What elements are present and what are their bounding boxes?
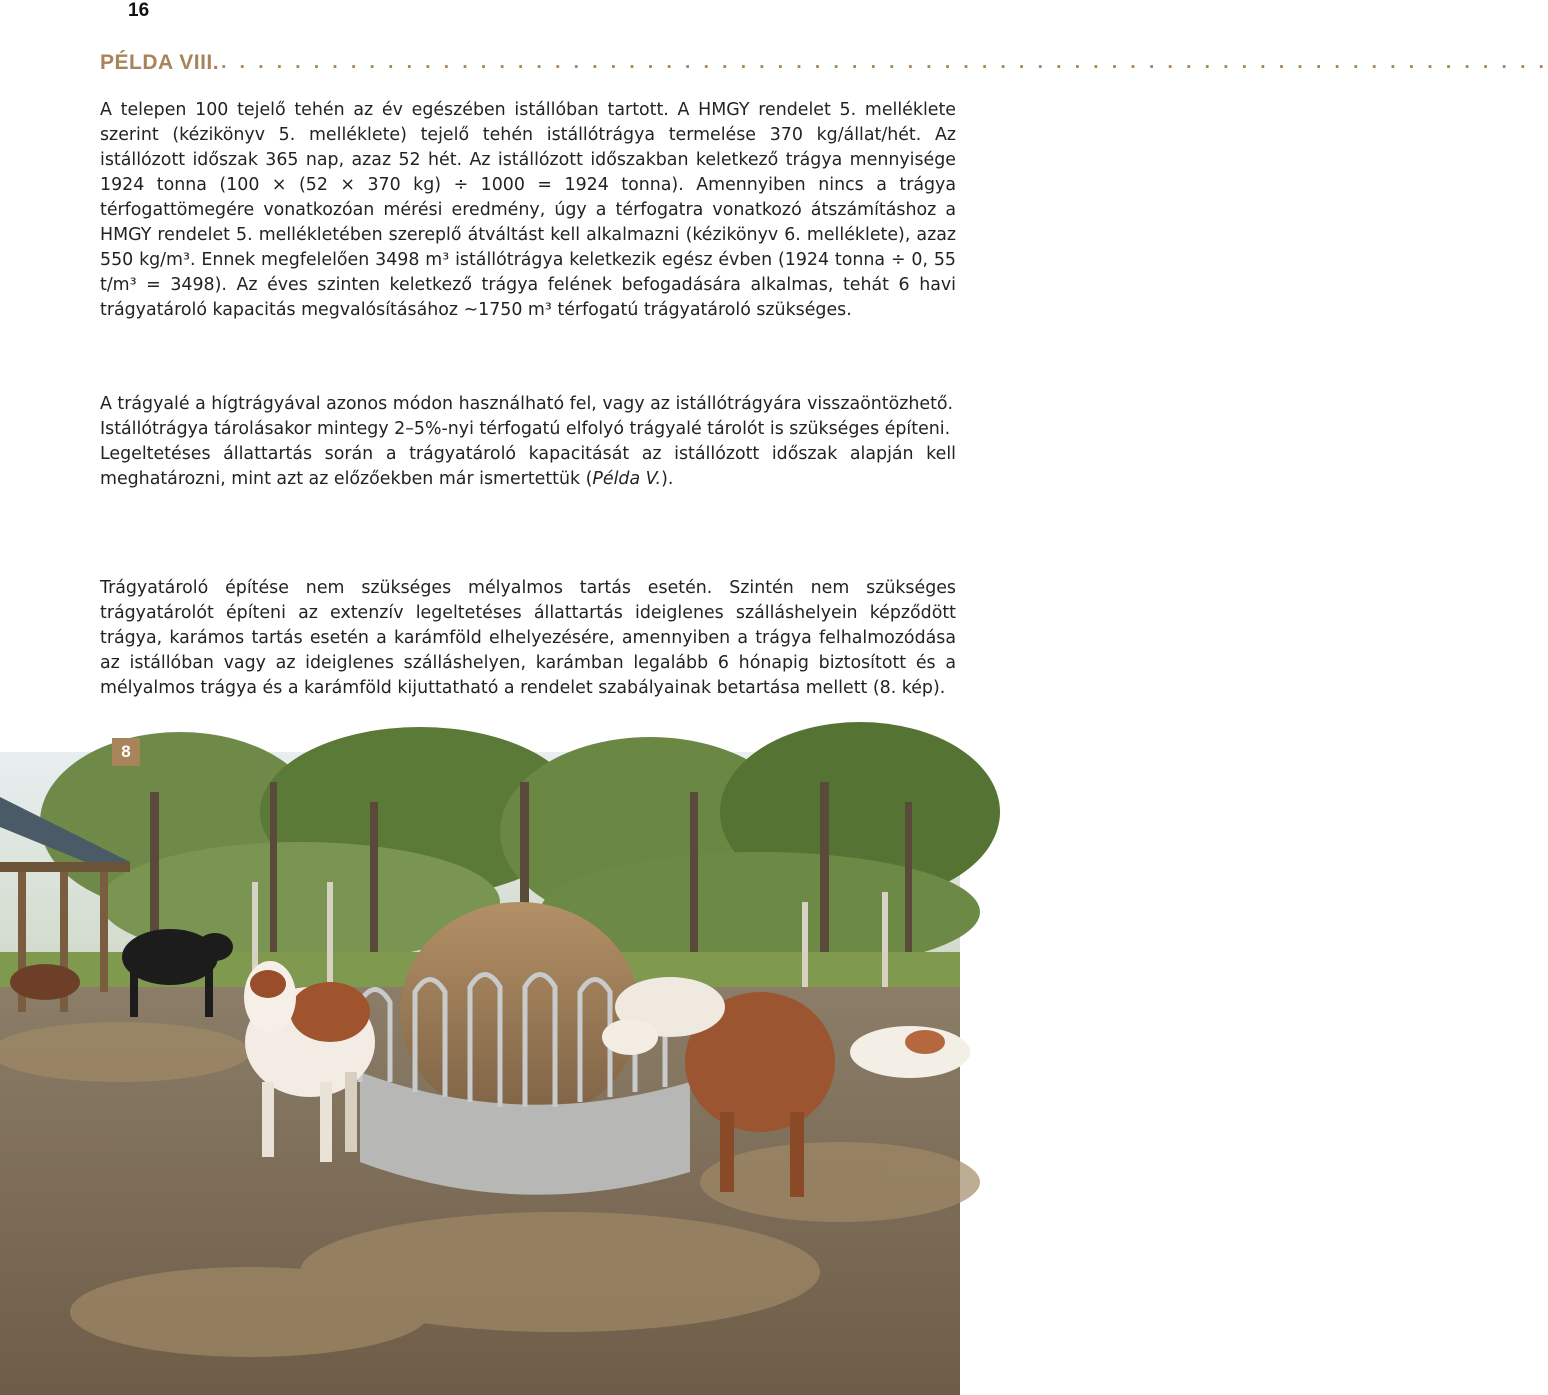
hay-bale xyxy=(400,902,640,1122)
liquid-manure-paragraph xyxy=(100,392,956,492)
paragraph-line xyxy=(100,442,956,492)
section-heading xyxy=(100,48,1548,78)
storage-exemption-paragraph xyxy=(100,576,956,701)
paragraph-text: A telepen 100 tejelő tehén az év egészében istállóban tartott. A HMGY rendelet 5. melléklete szerint (kézikönyv 5. melléklete) tejelő tehén istállótrágya termelése 370 kg/állat/hét. Az istállózott időszak 365 nap, azaz 52 hét. Az istállózott időszakban keletkező trágya mennyisége 1924 tonna (100 × (52 × 370 kg) ÷ 1000 = 1924 tonna). Amennyiben nincs a trágya térfogattömegére vonatkozóan mérési eredmény, úgy a térfogatra vonatkozó átszámításhoz a HMGY rendelet 5. mellékletében szereplő átváltást kell alkalmazni (kézikönyv 6. melléklete), azaz 550 kg/m³. Ennek megfelelően 3498 m³ istállótrágya keletkezik egész évben (1924 tonna ÷ 0, 55 t/m³ = 3498). Az éves szinten keletkező trágya felének befogadására alkalmas, tehát 6 havi trágyatároló kapacitás megvalósításához ~1750 m³ térfogatú trágyatároló szükséges. xyxy=(100,100,956,320)
example-calculation-paragraph xyxy=(100,98,956,323)
paragraph-text: Trágyatároló építése nem szükséges mélyalmos tartás esetén. Szintén nem szükséges trágyatárolót építeni az extenzív legeltetéses állattartás ideiglenes szálláshelyein képződött trágya, karámos tartás esetén a karámföld elhelyezésére, amennyiben a trágya felhalmozódása az istállóban vagy az ideiglenes szálláshelyen, karámban legalább 6 hónapig biztosított és a mélyalmos trágya és a karámföld kijuttatható a rendelet szabályainak betartása mellett (8. kép). xyxy=(100,578,956,698)
page-number: 16 xyxy=(128,0,150,21)
lying-cow-left xyxy=(10,964,80,1000)
lying-cow-right xyxy=(850,1026,970,1078)
heading-dot-leader: . . . . . . . . . . . . . . . . . . . . . . . . . . . . . . . . . . . . . . . . . . . . . . . . . . . . . . . . . . . . . . . . . . . . . . . . xyxy=(221,52,1548,73)
text-span: ). xyxy=(661,469,674,489)
photo-illustration xyxy=(0,752,960,1395)
paragraph-line: A trágyalé a hígtrágyával azonos módon használható fel, vagy az istállótrágyára visszaöntözhető. xyxy=(100,394,954,414)
cattle-feeding-photo xyxy=(0,752,960,1395)
italic-reference: Példa V. xyxy=(592,469,662,489)
heading-title: PÉLDA VIII. xyxy=(100,51,220,74)
photo-number-badge: 8 xyxy=(112,738,140,766)
text-span: Legeltetéses állattartás során a trágyatároló kapacitását az istállózott időszak alapján kell meghatározni, mint azt az előzőekben már ismertettük ( xyxy=(100,444,956,489)
paragraph-line: Istállótrágya tárolásakor mintegy 2–5%-nyi térfogatú elfolyó trágyalé tárolót is szükséges építeni. xyxy=(100,419,951,439)
